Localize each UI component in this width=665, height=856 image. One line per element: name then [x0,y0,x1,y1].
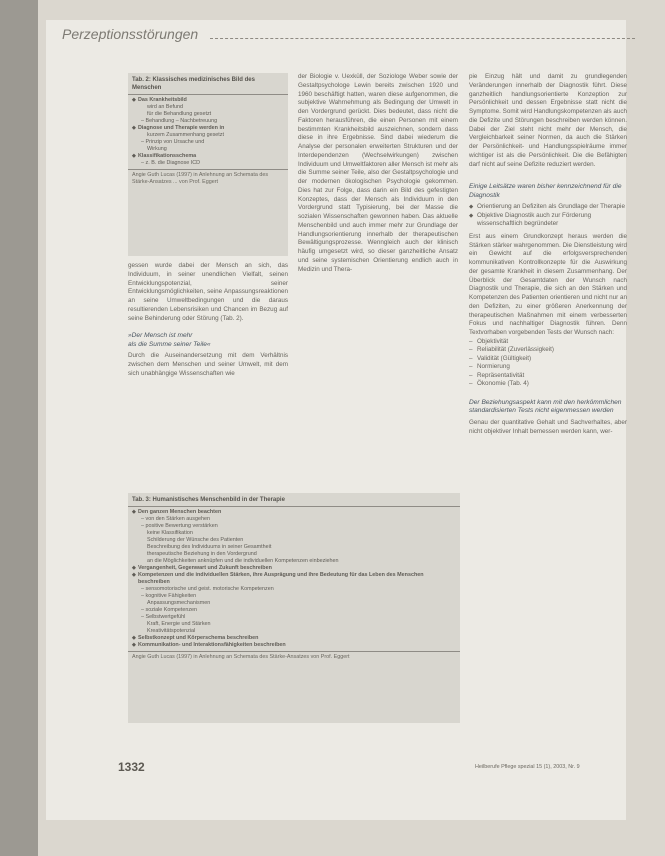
table-item: ◆ Kompetenzen und die individuellen Stärken, ihre Ausprägung und ihre Bedeutung für das Leben des Menschen beschreiben [132,572,456,586]
table-item [132,160,284,167]
diagnostic-principle-item: ◆ Orientierung an Defiziten als Grundlage der Therapie [469,203,627,212]
dash-marker: – [141,516,146,522]
table-item: keine Klassifikation [147,530,193,536]
column-3-paragraph-3: Genau der quantitative Gehalt und Sachverhaltes, aber nicht objektiver Inhalt bemessen werden kann, wer- [469,418,627,435]
header-rule [210,38,635,39]
table-item: ◆ Kommunikation- und Interaktionsfähigkeiten beschreiben [132,642,456,649]
table-item-text: Prinzip von Ursache und [145,139,205,145]
test-criterion-item: – Repräsentativität [469,372,627,381]
table-2-title: Tab. 2: Klassisches medizinisches Bild des Menschen [128,73,288,95]
column-3-subhead: Einige Leitsätze waren bisher kennzeichnend für die Diagnostik [469,183,622,199]
table-item-text: kognitive Fähigkeiten [145,593,197,599]
test-criterion-item: – Objektivität [469,338,627,347]
dash-marker: – [141,139,146,145]
table-item: ◆ Den ganzen Menschen beachten [132,509,456,516]
table-3-box [128,493,460,723]
column-1 [128,262,288,379]
table-item: ◆ Klassifikationsschema [132,153,284,160]
table-item-text: positive Bewertung verstärken [145,523,218,529]
table-item: Kreativitätspotenzial [147,628,196,634]
journal-citation: Heilberufe Pflege spezial 15 (1), 2003, Nr. 9 [475,764,580,770]
dash-marker: – [141,593,146,599]
table-3-title: Tab. 3: Humanistisches Menschenbild in der Therapie [128,493,460,507]
table-2-body [128,95,288,169]
table-item-text: z. B. die Diagnose ICD [145,160,201,166]
table-item: Anpassungsmechanismen [147,600,211,606]
table-item-text: Behandlung – Nachbetreuung [145,118,218,124]
dash-marker: – [141,523,146,529]
column-3-paragraph-1: pie Einzug hält und damit zu grundlegenden Veränderungen innerhalb der Diagnostik führt. Diese ganzheitlich handlungsorientierte Konzeption zur Persönlichkeit und dessen Ergebnisse statt nicht die Symptome. Somit wird Handlungskompetenzen als auch die Defizite und Störungen beschreiben werden können. Dabei der Ziel steht nicht mehr der Mensch, die Vergleichbarkeit seiner Normen, da auch die Stärken der Persönlichkeit- und Handlungsspielräume immer wichtiger ist als die Persönlichkeit. Die die Befähigten darf nicht auf seine Defizite reduziert werden. [469,73,627,168]
table-item [132,118,284,125]
table-item: Wirkung [147,146,167,152]
dash-marker: – [141,118,146,124]
table-item: ◆ Vergangenheit, Gegenwart und Zukunft beschreiben [132,565,456,572]
column-3-paragraph-2: Erst aus einem Grundkonzept heraus werden die Stärken stärker wahrgenommen. Die Dienstleistung wird ein Gewicht auf die erfolgsversprechenden kommunikativen Kontrollkonzepte für die Auswirkung der gesamte Krankheit in diesem Zusammenhang. Der Überblick der Gesamtdaten der Wunsch nach Diagnostik und Therapie, die sich an den Stärken und Kompetenzen des Patienten orientieren und nicht nur an den Defiziten, zu einer größeren Anerkennung der therapeutischen Maßnahmen mit einem verbesserten Fokus und nachhaltiger Diagnostik führen. Denn Textvorhaben vorgebenden Tests der Wunsch nach: [469,232,627,336]
dash-marker: – [141,160,146,166]
table-item [132,614,456,621]
test-criterion-item: – Reliabilität (Zuverlässigkeit) [469,346,627,355]
column-1-subhead-line-1: »Der Mensch ist mehr [128,332,193,340]
table-item-text: von den Stärken ausgehen [145,516,210,522]
table-item: kurzem Zusammenhang gesetzt [147,132,225,138]
table-2-footer: Angie Guth Lucas (1997) in Anlehnung an Schemata des Stärke-Ansatzes ... von Prof. Eggert [128,169,288,188]
table-item [132,586,456,593]
test-criterion-item: – Normierung [469,363,627,372]
dash-marker: – [141,614,146,620]
table-item [132,607,456,614]
column-1-subhead-line-2: als die Summe seiner Teile« [128,340,211,348]
column-3-subhead-2: Der Beziehungsaspekt kann mit den herkömmlichen standardisierten Tests nicht eigenmessen werden [469,398,622,415]
table-2-box [128,73,288,256]
table-item: Kraft, Energie und Stärken [147,621,211,627]
table-item: ◆ Selbstkonzept und Körperschema beschreiben [132,635,456,642]
column-2-paragraph: der Biologie v. Uexküll, der Soziologe Weber sowie der Gestaltpsychologe Lewin bereits zwischen 1920 und 1960 beschäftigt hatten, waren diese aufgenommen, die subjektive Wahrnehmung als Bedingung der Umwelt in den Vordergrund gerückt. Dies bedeutet, dass nicht die Faktoren herausführen, die einen Personen mit einem bestimmten Krankheitsbild auszeichnen, sondern dass diese in ihre Ergebnisse. Sind dabei wiederum die Analyse der personalen erweiterten Strukturen und der Interdependenzen (Wechselwirkungen) zwischen Individuum und Umweltfaktoren aller Mensch ist mehr als die Summe seiner Teile, also der Gestaltpsychologie und der modernen ökologischen Psychologie gekommen. Dies hat zur Folge, dass darin ein Bild des gefestigten Konzeptes, dass der Mensch als Individuum in den Vordergrund statt Typisierung, bei der Masse die sozialen Wissenschaften gewonnen haben. Das aktuelle Menschenbild und auch immer mehr zur Grundlage der Handlungsorientierung innerhalb der therapeutischen Bewältigungsprozesse. Wenngleich auch der klinisch häufig umgesetzt wird, so dieser ganzheitliche Ansatz und seine systemischen Orientierung endlich auch in Medizin und Thera- [298,73,458,273]
diagnostic-principle-item: ◆ Objektive Diagnostik auch zur Förderung wissenschaftlich begründeter [469,212,627,229]
table-3-body [128,507,460,651]
dash-marker: – [141,586,146,592]
table-item: therapeutische Beziehung in den Vordergrund [147,551,257,557]
table-item [132,139,284,146]
test-criterion-item: – Ökonomie (Tab. 4) [469,380,627,389]
table-item: Schilderung der Wünsche des Patienten [147,537,244,543]
column-1-paragraph: gessen wurde dabei der Mensch an sich, das Individuum, in seiner unendlichen Vielfalt, seinen Entwicklungspotenzial, seiner Entwicklungsmöglichkeiten, seine Anpassungsreaktionen an seine Umweltbedingungen und die daraus resultierenden Lebensrisiken und Chancen im Bezug auf seine Behinderung oder Störung (Tab. 2). [128,262,288,322]
running-header-title: Perzeptionsstörungen [62,26,199,42]
table-item [132,593,456,600]
column-1-paragraph-2: Durch die Auseinandersetzung mit dem Verhältnis zwischen dem Menschen und seiner Umwelt, mit dem sich unabhängige Wissenschaften wie [128,352,288,377]
table-item-text: soziale Kompetenzen [145,607,198,613]
table-item [132,523,456,530]
table-item: an die Möglichkeiten anknüpfen und die individuellen Kompetenzen einbeziehen [147,558,339,564]
column-2 [298,73,458,274]
table-item: für die Behandlung gesetzt [147,111,212,117]
table-item: Beschreibung des Individuums in seiner Gesamtheit [147,544,272,550]
dash-marker: – [141,607,146,613]
test-criterion-item: – Validität (Gültigkeit) [469,355,627,364]
column-3 [469,73,627,436]
table-3-footer: Angie Guth Lucas (1997) in Anlehnung an Schemata des Stärke-Ansatzes von Prof. Eggert [128,651,460,663]
table-item [132,516,456,523]
table-item-text: Selbstwertgefühl [145,614,186,620]
table-item: ◆ Das Krankheitsbild [132,97,284,104]
table-item: ◆ Diagnose und Therapie werden in [132,125,284,132]
page-number: 1332 [118,760,145,774]
table-item: wird an Befund [147,104,183,110]
table-item-text: sensomotorische und geist. motorische Kompetenzen [145,586,274,592]
